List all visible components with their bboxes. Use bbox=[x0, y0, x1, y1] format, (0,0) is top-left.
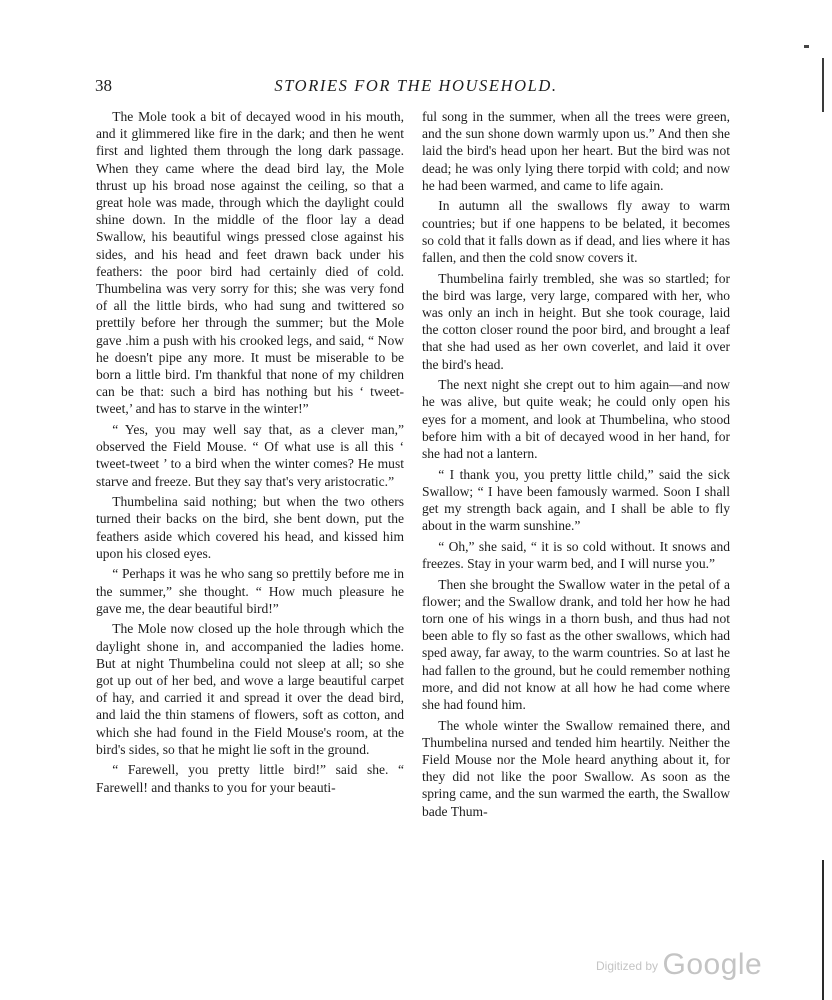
paragraph: “ I thank you, you pretty little child,” said the sick Swallow; “ I have been famously warmed. Soon I shall get my strength back again, and I shall be able to fly about in the warm sunshine.” bbox=[422, 466, 730, 534]
paragraph: In autumn all the swallows fly away to warm countries; but if one happens to be belated, it becomes so cold that it falls down as if dead, and lies where it has fallen, and then the cold snow covers it. bbox=[422, 198, 730, 266]
paragraph: The next night she crept out to him again—and now he was alive, but quite weak; he could only open his eyes for a moment, and look at Thumbelina, who stood before him with a bit of decayed wood in her hand, for she had not a lantern. bbox=[422, 377, 730, 462]
paragraph: “ Yes, you may well say that, as a clever man,” observed the Field Mouse. “ Of what use is all this ‘ tweet-tweet ’ to a bird when the winter comes? He must starve and freeze. But they say that's very aristocratic.” bbox=[96, 422, 404, 489]
paragraph: “ Oh,” she said, “ it is so cold without. It snows and freezes. Stay in your warm bed, and I will nurse you.” bbox=[422, 538, 730, 572]
right-column bbox=[422, 108, 730, 823]
paragraph: “ Perhaps it was he who sang so prettily before me in the summer,” she thought. “ How much pleasure he gave me, the dear beautiful bird!” bbox=[96, 566, 404, 616]
paragraph: The Mole now closed up the hole through which the daylight shone in, and accompanied the ladies home. But at night Thumbelina could not sleep at all; so she got up out of her bed, and wove a large beautiful carpet of hay, and carried it and spread it over the dead bird, and laid the thin stamens of flowers, soft as cotton, and which she had found in the Field Mouse's room, at the bird's sides, so that he might lie soft in the ground. bbox=[96, 621, 404, 757]
google-logo: Google bbox=[662, 948, 763, 981]
page-number: 38 bbox=[95, 76, 112, 95]
paragraph: The Mole took a bit of decayed wood in his mouth, and it glimmered like fire in the dark; and then he went first and lighted them through the long dark passage. When they came where the dead bird lay, the Mole thrust up his broad nose against the ceiling, so that a great hole was made, through which the daylight could shine down. In the middle of the floor lay a dead Swallow, his beautiful wings pressed close against his sides, and his head and feet drawn back under his feathers: the poor bird had certainly died of cold. Thumbelina was very sorry for this; she was very fond of all the little birds, who had sung and twittered so prettily before her through the summer; but the Mole gave .him a push with his crooked legs, and said, “ Now he doesn't pipe any more. It must be miserable to be born a little bird. I'm thankful that none of my children can be that: such a bird has nothing but his ‘ tweet-tweet,’ and has to starve in the winter!” bbox=[96, 109, 404, 417]
paragraph: “ Farewell, you pretty little bird!” said she. “ Farewell! and thanks to you for your beauti- bbox=[96, 762, 404, 795]
left-column bbox=[96, 108, 404, 799]
paragraph-continuation: ful song in the summer, when all the trees were green, and the sun shone down warmly upon us.” And then she laid the bird's head upon her heart. But the bird was not dead; he was only lying there torpid with cold; and now he had been warmed, and came to life again. bbox=[422, 109, 730, 193]
scan-edge-rule-bottom bbox=[822, 860, 824, 1000]
running-head: STORIES FOR THE HOUSEHOLD. bbox=[274, 76, 558, 95]
paragraph: Thumbelina fairly trembled, she was so startled; for the bird was large, very large, compared with her, who was only an inch in height. But she took courage, laid the cotton closer round the poor bird, and brought a leaf that she had used as her own coverlet, and laid it over the bird's head. bbox=[422, 270, 730, 372]
scan-edge-mark bbox=[804, 45, 809, 48]
digitized-watermark bbox=[596, 948, 762, 982]
watermark-prefix: Digitized by bbox=[596, 959, 659, 973]
paragraph: The whole winter the Swallow remained there, and Thumbelina nursed and tended him heartily. Neither the Field Mouse nor the Mole heard anything about it, for they did not like the poor Swallow. As soon as the spring came, and the sun warmed the earth, the Swallow bade Thum- bbox=[422, 717, 730, 819]
paragraph: Then she brought the Swallow water in the petal of a flower; and the Swallow drank, and told her how he had torn one of his wings in a thorn bush, and thus had not been able to fly so fast as the other swallows, which had sped away, far away, to the warm countries. So at last he had fallen to the ground, but he could remember nothing more, and did not know at all how he had come where she had found him. bbox=[422, 576, 730, 713]
paragraph: Thumbelina said nothing; but when the two others turned their backs on the bird, she bent down, put the feathers aside which covered his head, and kissed him upon his closed eyes. bbox=[96, 494, 404, 561]
